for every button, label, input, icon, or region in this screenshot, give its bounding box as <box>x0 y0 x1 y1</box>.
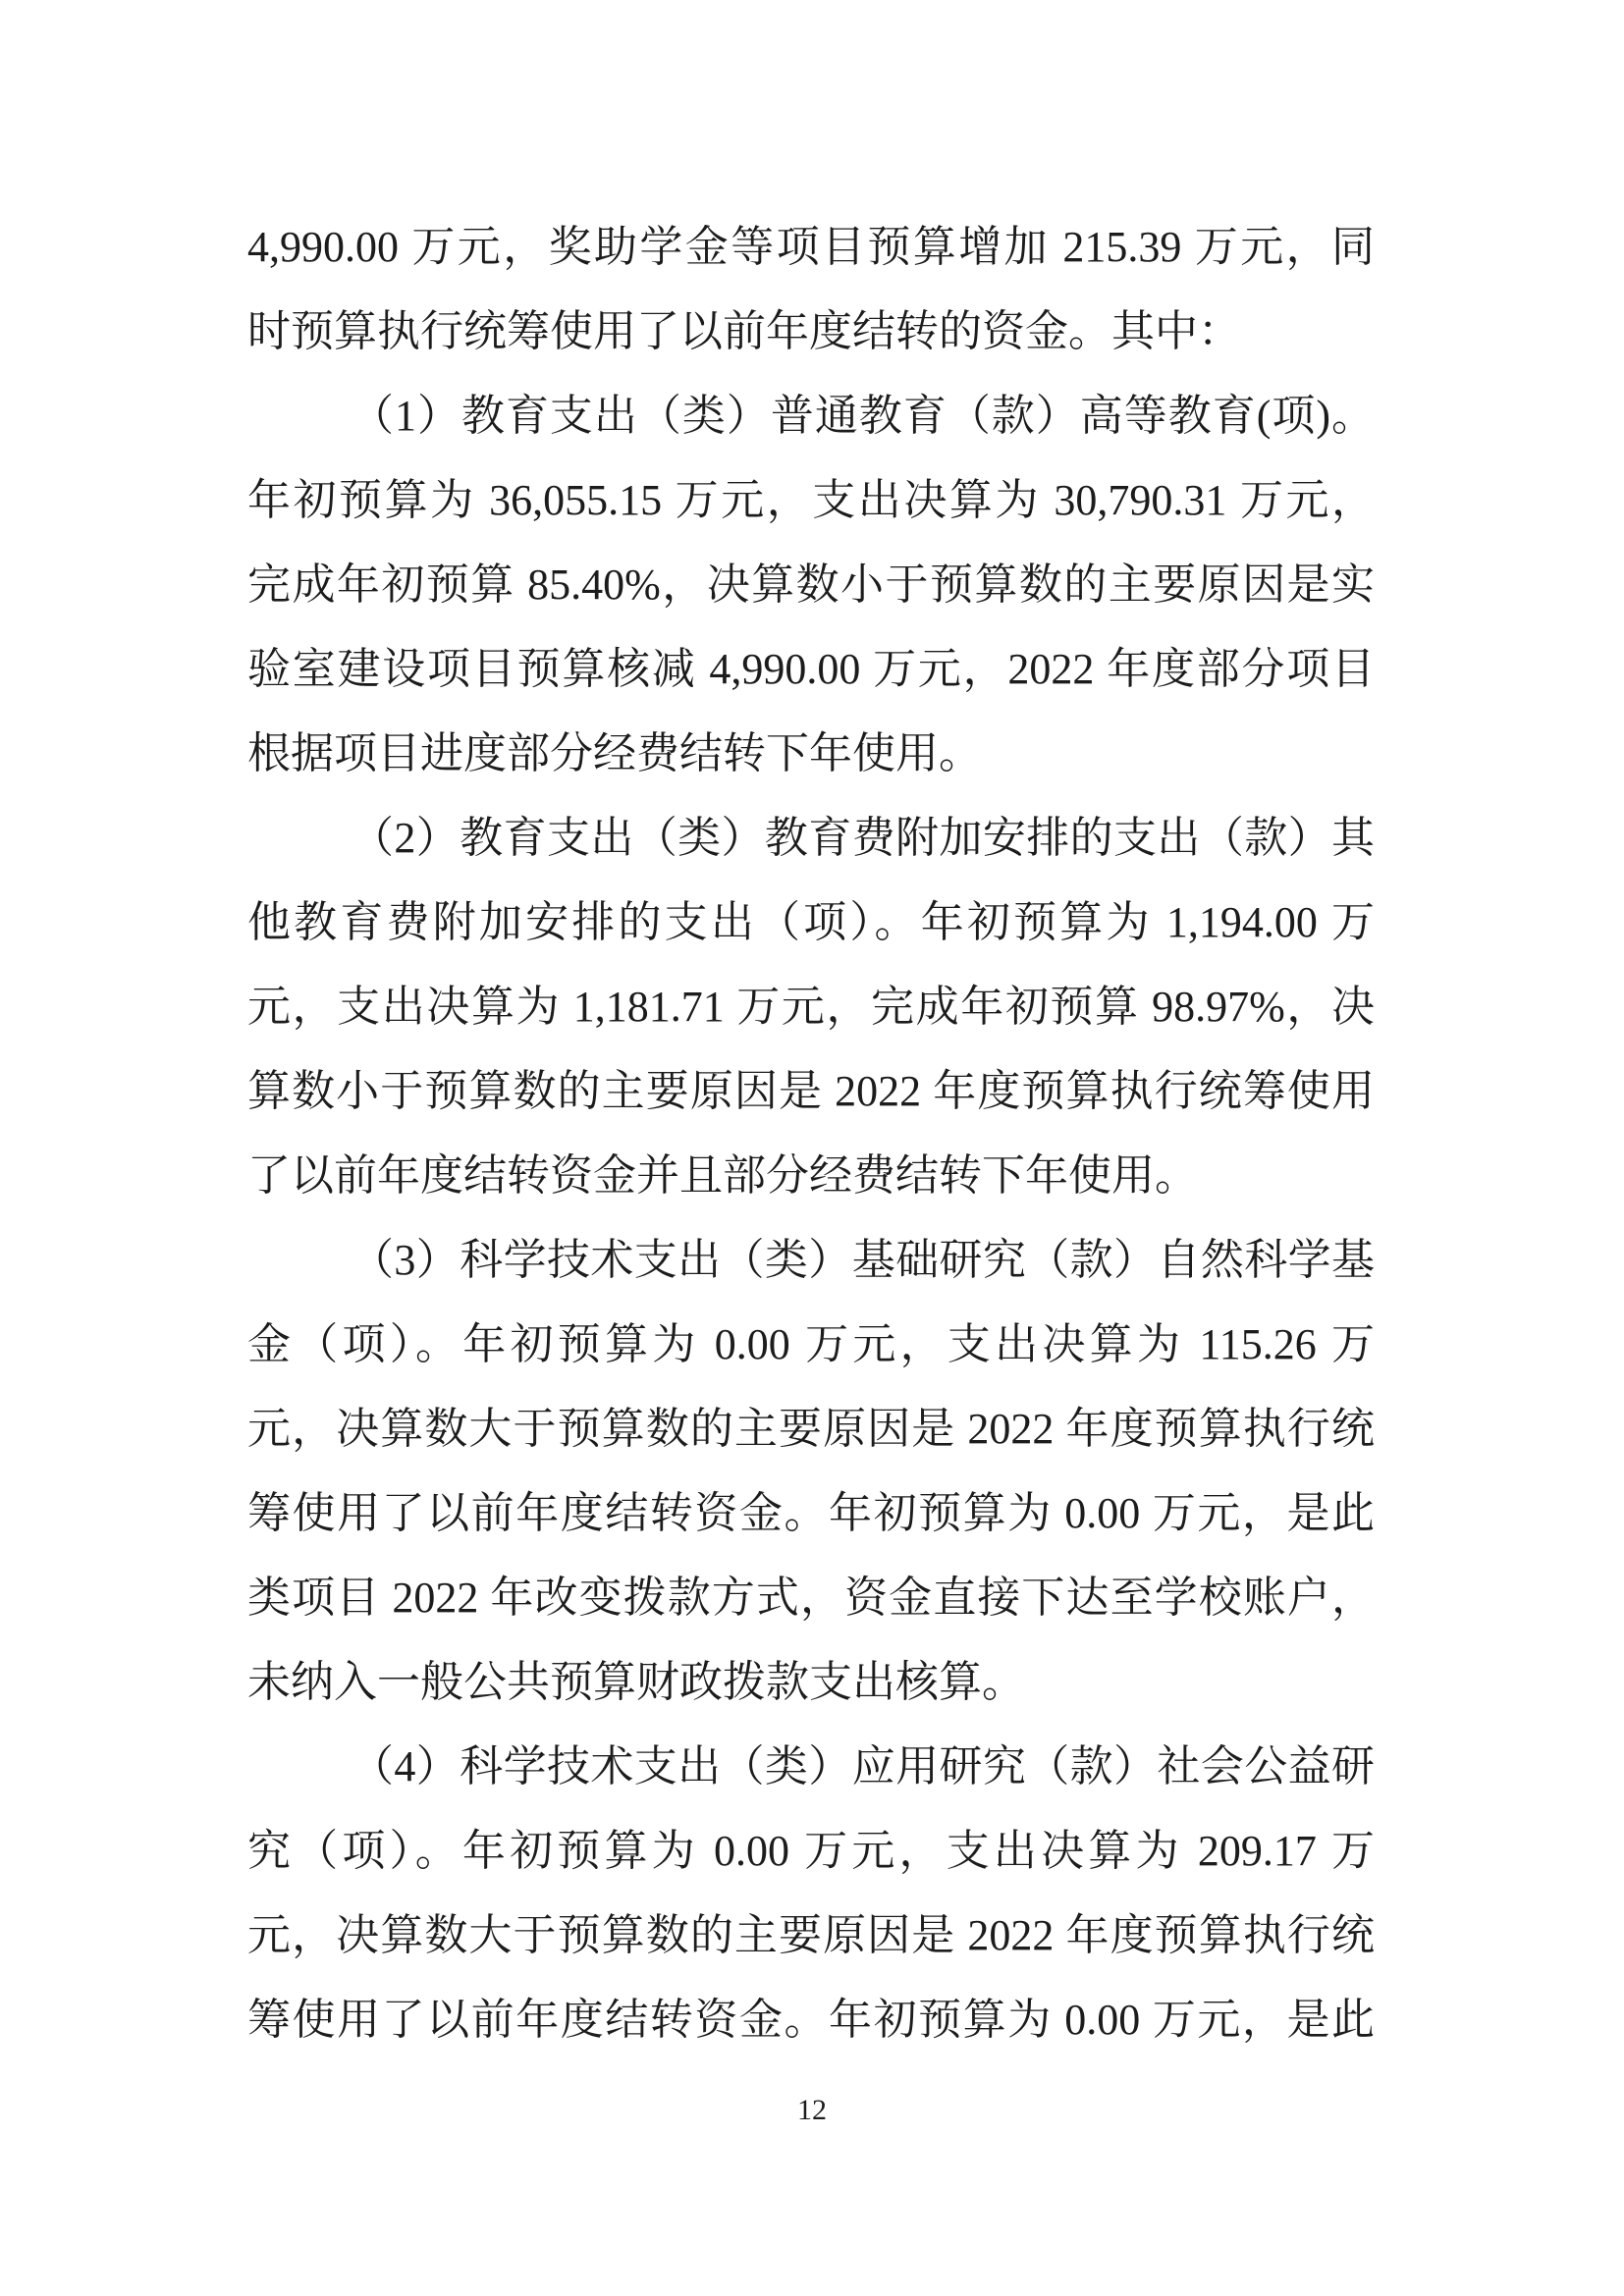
document-body <box>247 205 1375 2062</box>
text-line: （2）教育支出（类）教育费附加安排的支出（款）其 <box>351 814 1375 862</box>
text-line: 筹使用了以前年度结转资金。年初预算为 0.00 万元，是此 <box>247 1489 1375 1537</box>
text-line: 了以前年度结转资金并且部分经费结转下年使用。 <box>247 1151 1198 1200</box>
text-line: 筹使用了以前年度结转资金。年初预算为 0.00 万元，是此 <box>247 1996 1375 2044</box>
text-line: 根据项目进度部分经费结转下年使用。 <box>247 729 982 777</box>
text-line: （4）科学技术支出（类）应用研究（款）社会公益研 <box>351 1742 1375 1790</box>
text-line: 他教育费附加安排的支出（项）。年初预算为 1,194.00 万 <box>247 898 1375 946</box>
page-number: 12 <box>797 2094 827 2126</box>
text-line: （1）教育支出（类）普通教育（款）高等教育(项)。 <box>351 392 1375 440</box>
text-line: 究（项）。年初预算为 0.00 万元，支出决算为 209.17 万 <box>247 1827 1375 1875</box>
text-line: 未纳入一般公共预算财政拨款支出核算。 <box>247 1658 1025 1706</box>
text-line: 算数小于预算数的主要原因是 2022 年度预算执行统筹使用 <box>247 1067 1375 1115</box>
text-line: 金（项）。年初预算为 0.00 万元，支出决算为 115.26 万 <box>247 1320 1375 1368</box>
text-line: 验室建设项目预算核减 4,990.00 万元，2022 年度部分项目 <box>247 645 1375 693</box>
text-line: 4,990.00 万元，奖助学金等项目预算增加 215.39 万元，同 <box>247 223 1375 271</box>
text-line: 元，决算数大于预算数的主要原因是 2022 年度预算执行统 <box>247 1911 1375 1959</box>
text-line: 元，支出决算为 1,181.71 万元，完成年初预算 98.97%，决 <box>247 983 1375 1031</box>
text-line: 年初预算为 36,055.15 万元，支出决算为 30,790.31 万元， <box>247 476 1375 524</box>
text-line: 类项目 2022 年改变拨款方式，资金直接下达至学校账户， <box>247 1574 1375 1622</box>
text-line: （3）科学技术支出（类）基础研究（款）自然科学基 <box>351 1236 1375 1284</box>
text-line: 时预算执行统筹使用了以前年度结转的资金。其中： <box>247 307 1241 355</box>
text-line: 元，决算数大于预算数的主要原因是 2022 年度预算执行统 <box>247 1405 1375 1453</box>
text-line: 完成年初预算 85.40%，决算数小于预算数的主要原因是实 <box>247 561 1375 609</box>
